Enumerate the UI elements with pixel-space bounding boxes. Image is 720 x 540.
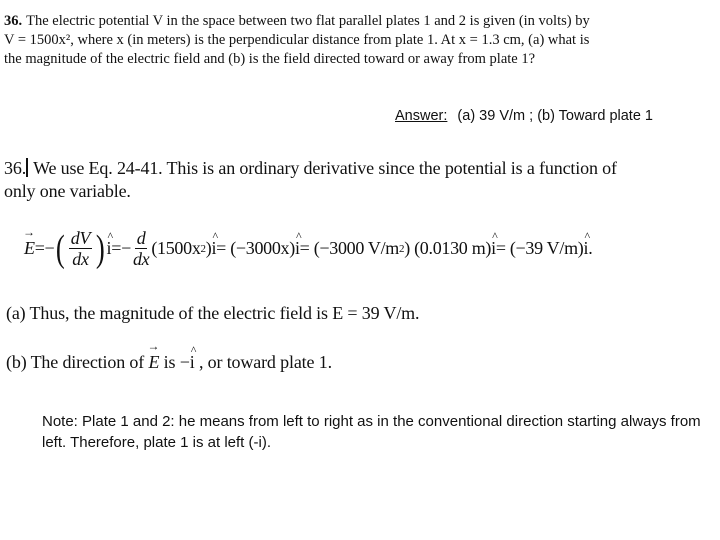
problem-line-2: V = 1500x², where x (in meters) is the perpendicular distance from plate 1. At x = 1.3 cm, (a) what is <box>4 32 590 48</box>
solution-line-2: only one variable. <box>4 181 131 201</box>
eq-term-1: (1500x <box>151 238 201 258</box>
unit-i-2: ^ i <box>211 238 216 259</box>
eq-term-4: = (−39 V/m) <box>495 238 584 258</box>
field-equation <box>24 228 592 269</box>
problem-line-1: The electric potential V in the space between two flat parallel plates 1 and 2 is given (in volts) by <box>26 13 590 29</box>
part-b-pre: (b) The direction of <box>6 352 149 372</box>
answer-line <box>395 108 653 124</box>
cursor-bar <box>26 158 28 177</box>
problem-line-3: the magnitude of the electric field and (b) is the field directed toward or away from plate 1? <box>4 51 536 67</box>
right-paren: ) <box>96 227 105 270</box>
frac2-num: d <box>136 228 146 248</box>
unit-i-5: ^ i <box>583 238 588 259</box>
frac2-den: dx <box>132 249 150 269</box>
answer-text: (a) 39 V/m ; (b) Toward plate 1 <box>457 108 653 124</box>
part-b-post: , or toward plate 1. <box>194 352 332 372</box>
eq-exp-1: 2 <box>200 242 206 255</box>
eq-lhs: → E <box>24 238 35 259</box>
eq-end: . <box>588 238 593 258</box>
eq-term-3-close: ) (0.0130 m) <box>404 238 492 258</box>
fraction-d-dx <box>133 228 149 269</box>
problem-statement <box>4 12 716 69</box>
solution-line-1: We use Eq. 24-41. This is an ordinary derivative since the potential is a function of <box>33 158 617 178</box>
eq-term-1-close: ) <box>205 238 212 258</box>
left-paren: ( <box>56 227 65 270</box>
unit-i-3: ^ i <box>295 238 300 259</box>
part-b-unit-i: ^ i <box>190 352 195 372</box>
frac1-den: dx <box>72 249 89 269</box>
unit-i-1: ^ i <box>107 238 112 259</box>
solution-number: 36. <box>4 158 27 178</box>
note-text: Note: Plate 1 and 2: he means from left to right as in the conventional direction starting always from left. Therefore, plate 1 is at left (-i). <box>42 413 701 451</box>
frac1-num: dV <box>70 228 91 248</box>
part-b-mid: is − <box>159 352 190 372</box>
part-b-result <box>6 352 332 373</box>
fraction-dv-dx <box>69 228 92 269</box>
solution-intro <box>4 157 716 203</box>
eq-equals-2: =− <box>111 238 131 258</box>
eq-exp-2: 2 <box>399 242 405 255</box>
answer-label: Answer: <box>395 108 448 124</box>
eq-term-2: = (−3000x) <box>216 238 295 258</box>
unit-i-4: ^ i <box>491 238 496 259</box>
part-b-vector-e: → E <box>148 352 159 372</box>
eq-equals-1: =− <box>34 238 55 258</box>
problem-number: 36. <box>4 13 23 29</box>
eq-term-3: = (−3000 V/m <box>299 238 400 258</box>
part-a-result: (a) Thus, the magnitude of the electric field is E = 39 V/m. <box>6 303 420 323</box>
